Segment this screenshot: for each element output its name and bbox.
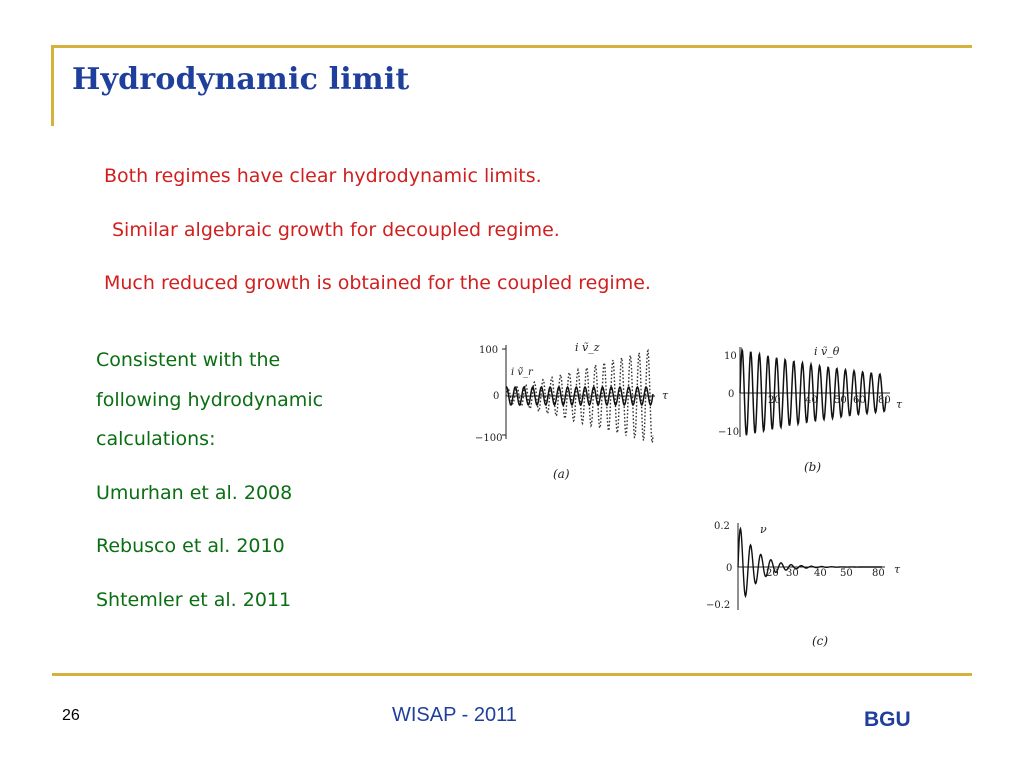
fig-a-axis-var: τ (662, 389, 669, 402)
footer-conference: WISAP - 2011 (392, 704, 517, 726)
reference-1: Umurhan et al. 2008 (96, 482, 293, 504)
fig-c-xtick: 50 (840, 568, 853, 579)
fig-b-caption: (b) (804, 460, 822, 474)
slide-title: Hydrodynamic limit (72, 62, 410, 97)
fig-c-series-label: ν (760, 523, 767, 536)
reference-2: Rebusco et al. 2010 (96, 535, 285, 557)
fig-c-xtick: 40 (814, 568, 827, 579)
fig-b-series-v-theta (740, 350, 886, 436)
fig-b-xtick: 60 (853, 395, 866, 406)
red-line-3: Much reduced growth is obtained for the coupled regime. (104, 272, 651, 294)
left-rule (51, 45, 54, 126)
fig-a-ytick: −100 (475, 433, 503, 444)
fig-b-ytick: −10 (718, 427, 740, 438)
fig-a-series-label: i ṽ_z (575, 341, 600, 354)
fig-b-series-label: i ṽ_θ (814, 345, 840, 358)
intro-line-3: calculations: (96, 428, 216, 450)
fig-c-ytick: −0.2 (706, 600, 731, 611)
page-number: 26 (62, 707, 80, 724)
top-rule (52, 45, 972, 48)
fig-c-xtick: 30 (786, 568, 799, 579)
intro-line-2: following hydrodynamic (96, 389, 324, 411)
fig-b-ytick: 0 (728, 389, 735, 400)
fig-a-ytick: 100 (479, 345, 499, 356)
red-line-1: Both regimes have clear hydrodynamic limits. (104, 165, 542, 187)
fig-c-ytick: 0.2 (714, 521, 730, 532)
intro-line-1: Consistent with the (96, 349, 281, 371)
fig-b-xtick: 80 (878, 395, 891, 406)
fig-c-ytick: 0 (726, 563, 733, 574)
fig-c-caption: (c) (812, 634, 829, 648)
fig-c-xtick: 20 (766, 568, 779, 579)
red-line-2: Similar algebraic growth for decoupled regime. (112, 219, 560, 241)
fig-a-caption: (a) (553, 467, 570, 481)
fig-b-xtick: 20 (768, 395, 781, 406)
fig-c-axis-var: τ (894, 563, 901, 576)
figure-b (710, 337, 920, 482)
fig-c-xtick: 80 (872, 568, 885, 579)
bottom-rule (52, 673, 972, 676)
bgu-logo: BGU (864, 708, 911, 731)
fig-a-inner-label: i ṽ_r (511, 367, 533, 378)
fig-c-series-nu (738, 529, 882, 596)
reference-3: Shtemler et al. 2011 (96, 589, 292, 611)
fig-b-axis-var: τ (896, 398, 903, 411)
fig-a-ytick: 0 (493, 391, 500, 402)
figure-a (455, 335, 685, 485)
fig-b-ytick: 10 (724, 351, 737, 362)
fig-b-xtick: 50 (834, 395, 847, 406)
figure-c (700, 515, 925, 655)
fig-b-xtick: 40 (805, 395, 818, 406)
